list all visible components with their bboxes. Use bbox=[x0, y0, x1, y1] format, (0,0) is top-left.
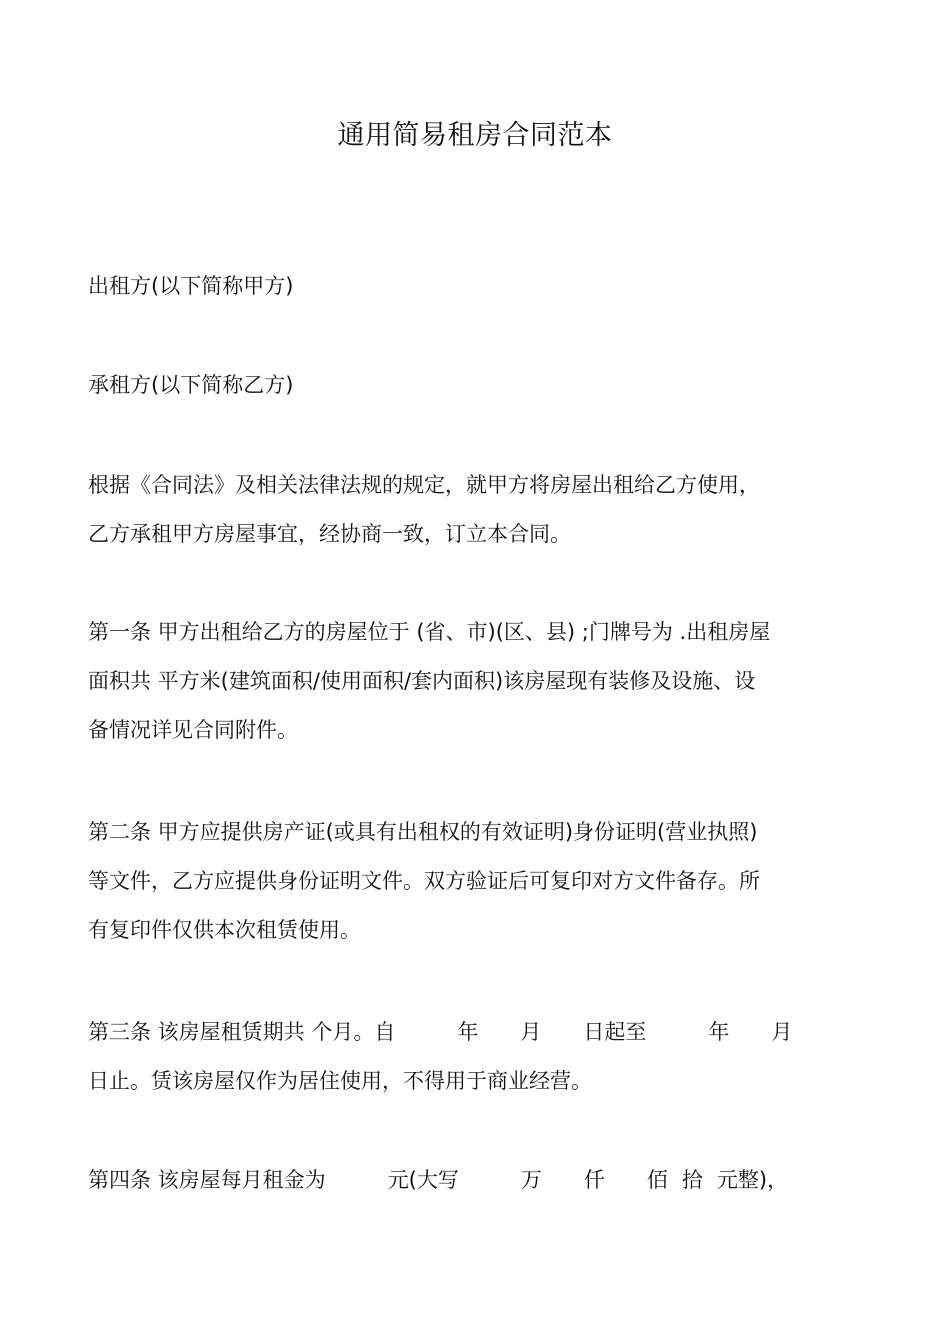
article-1-line-1: 第一条 甲方出租给乙方的房屋位于 (省、市)(区、县) ;门牌号为 .出租房屋 bbox=[88, 620, 771, 644]
lessor-line: 出租方(以下简称甲方) bbox=[88, 274, 294, 298]
article-4-text: 第四条 该房屋每月租金为 bbox=[88, 1168, 326, 1192]
article-3-text: 第三条 该房屋租赁期共 个月。自 bbox=[88, 1020, 396, 1044]
preamble-line-1: 根据《合同法》及相关法律法规的规定，就甲方将房屋出租给乙方使用， bbox=[88, 473, 760, 497]
article-1-line-3: 备情况详见合同附件。 bbox=[88, 718, 298, 742]
blank-year-label: 年 bbox=[457, 1020, 479, 1044]
rent-yuan-label: 元(大写 bbox=[387, 1168, 459, 1192]
blank-month-label: 月 bbox=[520, 1020, 542, 1044]
rent-shi-label: 拾 bbox=[681, 1168, 703, 1192]
article-1-line-2: 面积共 平方米(建筑面积/使用面积/套内面积)该房屋现有装修及设施、设 bbox=[88, 669, 756, 693]
rent-qian-label: 仟 bbox=[583, 1168, 605, 1192]
rent-wan-label: 万 bbox=[520, 1168, 542, 1192]
blank-day-label: 日起至 bbox=[583, 1020, 647, 1044]
article-3-line-1 bbox=[88, 1008, 868, 1057]
document-title: 通用简易租房合同范本 bbox=[337, 120, 613, 151]
lessee-line: 承租方(以下简称乙方) bbox=[88, 373, 294, 397]
preamble-line-2: 乙方承租甲方房屋事宜，经协商一致，订立本合同。 bbox=[88, 522, 571, 546]
article-2-line-2: 等文件，乙方应提供身份证明文件。双方验证后可复印对方文件备存。所 bbox=[88, 869, 760, 893]
article-3-line-2: 日止。赁该房屋仅作为居住使用，不得用于商业经营。 bbox=[88, 1069, 592, 1093]
blank-end-month-label: 月 bbox=[771, 1020, 793, 1044]
article-2-line-1: 第二条 甲方应提供房产证(或具有出租权的有效证明)身份证明(营业执照) bbox=[88, 820, 758, 844]
article-2-line-3: 有复印件仅供本次租赁使用。 bbox=[88, 918, 361, 942]
article-2-paragraph bbox=[88, 808, 868, 955]
article-1-paragraph bbox=[88, 608, 868, 755]
rent-bai-label: 佰 bbox=[646, 1168, 668, 1192]
preamble-paragraph bbox=[88, 461, 868, 559]
article-3-paragraph bbox=[88, 1008, 868, 1106]
article-4-paragraph bbox=[88, 1156, 868, 1205]
blank-end-year-label: 年 bbox=[708, 1020, 730, 1044]
rent-yuanzheng-label: 元整)， bbox=[716, 1168, 789, 1192]
article-4-line-1 bbox=[88, 1156, 868, 1205]
